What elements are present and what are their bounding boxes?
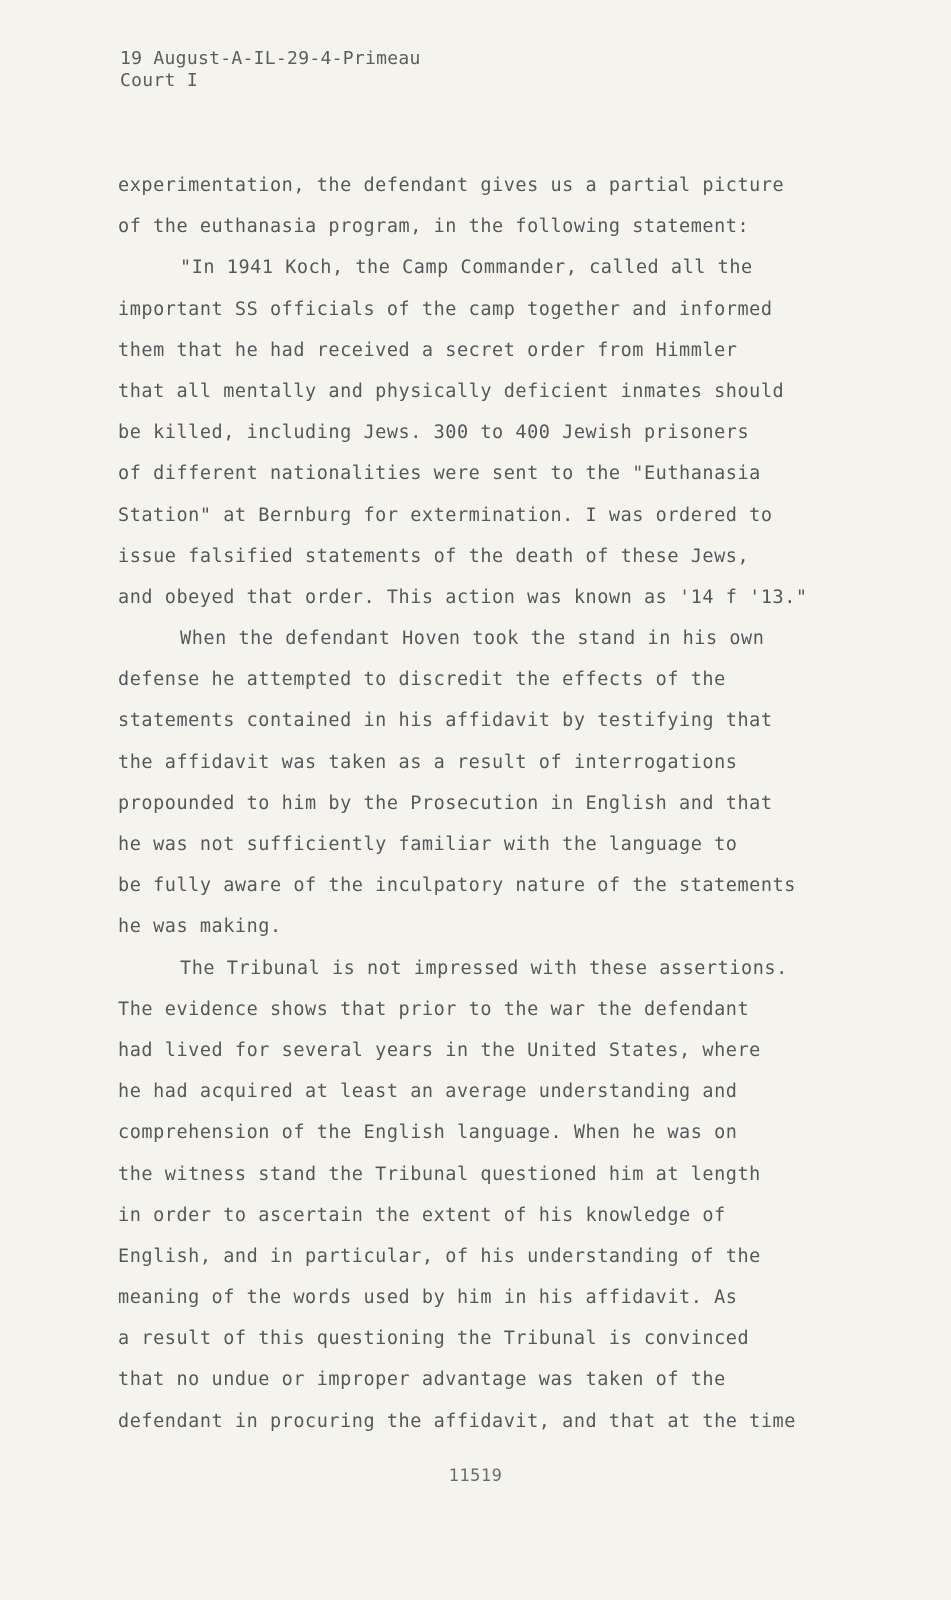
text-line: and obeyed that order. This action was known as '14 f '13." — [118, 586, 808, 608]
text-line: When the defendant Hoven took the stand in his own — [180, 628, 765, 650]
text-line: he was making. — [118, 916, 282, 938]
text-line: he was not sufficiently familiar with the language to — [118, 834, 738, 855]
text-line: experimentation, the defendant gives us a partial picture — [118, 175, 785, 196]
text-line: of the euthanasia program, in the following statement: — [118, 216, 750, 238]
text-line: that no undue or improper advantage was taken of the — [118, 1369, 726, 1391]
header-court: Court I — [120, 70, 198, 91]
text-line: be fully aware of the inculpatory nature of the statements — [118, 875, 796, 897]
text-line: statements contained in his affidavit by testifying that — [118, 710, 773, 732]
text-line: a result of this questioning the Tribunal is convinced — [118, 1328, 750, 1350]
text-line: "In 1941 Koch, the Camp Commander, called all the — [180, 257, 753, 279]
text-line: that all mentally and physically deficient inmates should — [118, 380, 785, 402]
text-line: in order to ascertain the extent of his knowledge of — [118, 1204, 726, 1226]
text-line: he had acquired at least an average understanding and — [118, 1081, 738, 1103]
header-reference: 19 August-A-IL-29-4-Primeau — [120, 48, 421, 69]
text-line: them that he had received a secret order from Himmler — [118, 339, 738, 361]
text-line: English, and in particular, of his understanding of the — [118, 1245, 761, 1267]
text-line: defendant in procuring the affidavit, and that at the time — [118, 1410, 796, 1432]
page-number: 11519 — [448, 1466, 503, 1486]
text-line: of different nationalities were sent to the "Euthanasia — [118, 463, 761, 485]
text-line: be killed, including Jews. 300 to 400 Jewish prisoners — [118, 422, 750, 444]
text-line: comprehension of the English language. When he was on — [118, 1122, 738, 1144]
text-line: defense he attempted to discredit the effects of the — [118, 669, 726, 691]
text-line: Station" at Bernburg for extermination. I was ordered to — [118, 504, 773, 526]
text-line: the witness stand the Tribunal questioned him at length — [118, 1163, 761, 1185]
text-line: propounded to him by the Prosecution in English and that — [118, 792, 773, 814]
text-line: the affidavit was taken as a result of interrogations — [118, 751, 738, 773]
text-line: issue falsified statements of the death of these Jews, — [118, 545, 750, 567]
text-line: had lived for several years in the United States, where — [118, 1039, 761, 1061]
text-line: meaning of the words used by him in his affidavit. As — [118, 1287, 738, 1309]
text-line: The evidence shows that prior to the war the defendant — [118, 998, 750, 1020]
text-line: The Tribunal is not impressed with these assertions. — [180, 957, 788, 979]
document-body — [118, 174, 838, 1451]
text-line: important SS officials of the camp together and informed — [118, 298, 773, 320]
document-header — [120, 48, 421, 92]
